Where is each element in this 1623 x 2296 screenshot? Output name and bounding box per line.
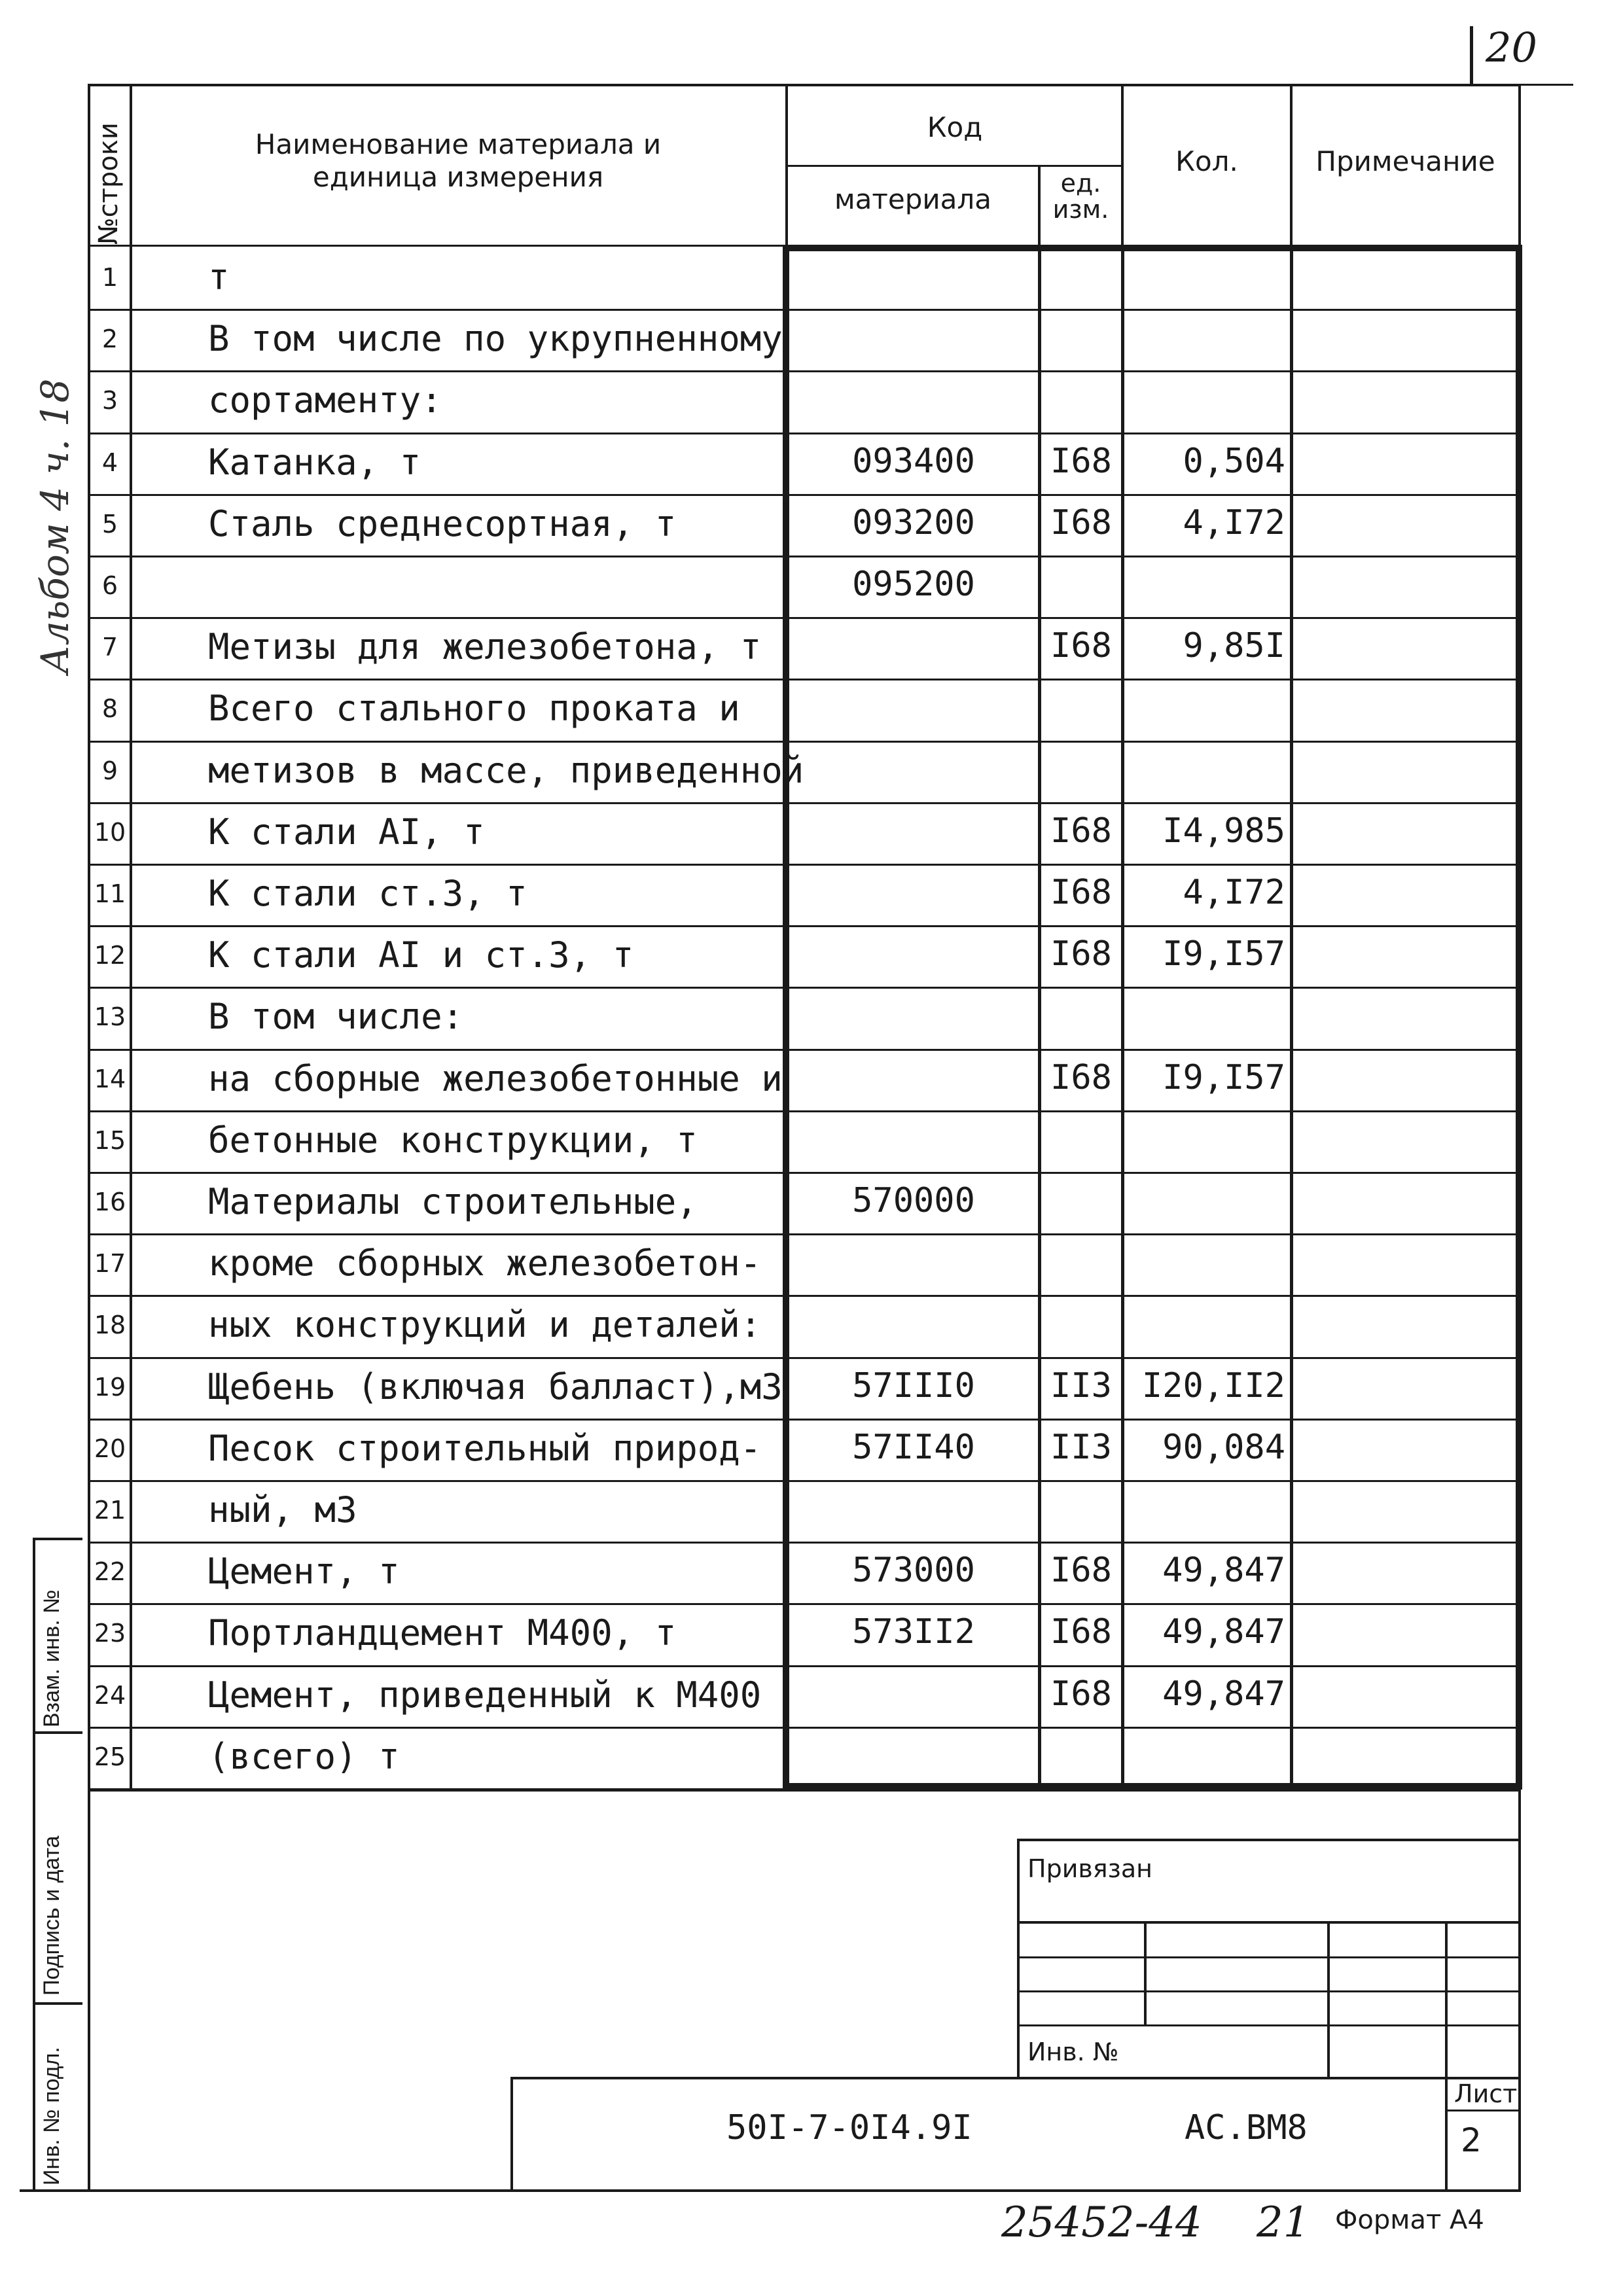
row-divider	[88, 864, 785, 866]
side-field-original: Инв. № подл.	[39, 2047, 64, 2185]
row-divider	[88, 433, 785, 434]
row-divider	[88, 1542, 785, 1544]
row-unit: I68	[1050, 1551, 1112, 1590]
stamp-doc-mark: АС.ВМ8	[1185, 2108, 1308, 2147]
row-number: 22	[94, 1557, 126, 1586]
row-name: Портландцемент М400, т	[208, 1612, 677, 1653]
row-name: К стали АI и ст.3, т	[208, 934, 634, 976]
stamp-inv-no: Инв. №	[1027, 2038, 1119, 2066]
row-divider	[789, 1110, 1516, 1112]
row-unit: I68	[1050, 626, 1112, 665]
row-divider	[88, 1357, 785, 1359]
row-name: Щебень (включая балласт),м3	[208, 1366, 783, 1407]
row-qty: 0,504	[1183, 442, 1285, 481]
row-number: 12	[94, 941, 126, 970]
row-number: 18	[94, 1311, 126, 1339]
row-number: 8	[101, 694, 118, 723]
row-qty: 49,847	[1162, 1674, 1285, 1714]
side-field-replacement: Взам. инв. №	[39, 1589, 64, 1727]
header-material: материала	[834, 183, 991, 215]
header-row-number: №строки	[94, 122, 124, 245]
row-number: 14	[94, 1065, 126, 1093]
header-note: Примечание	[1315, 145, 1495, 177]
row-divider	[789, 864, 1516, 866]
row-name: Песок строительный природ-	[208, 1428, 762, 1469]
header-unit: ед. изм.	[1052, 169, 1109, 224]
row-name: Всего стального проката и	[208, 688, 740, 729]
row-name: т	[208, 256, 230, 298]
footer-order-no: 25452-44	[1001, 2199, 1202, 2247]
row-divider	[789, 1049, 1516, 1051]
row-divider	[789, 1233, 1516, 1235]
row-divider	[789, 1603, 1516, 1605]
row-qty: I9,I57	[1162, 1058, 1285, 1097]
row-qty: I20,II2	[1141, 1366, 1285, 1405]
row-number: 9	[101, 756, 118, 785]
row-divider	[88, 1419, 785, 1421]
row-name: Материалы строительные,	[208, 1181, 698, 1222]
row-divider	[789, 1419, 1516, 1421]
row-number: 5	[101, 510, 118, 539]
row-name: кроме сборных железобетон-	[208, 1243, 762, 1284]
row-code: 570000	[852, 1181, 975, 1220]
header-code: Код	[927, 111, 983, 143]
footer-order-sub: 21	[1257, 2199, 1310, 2247]
row-code: 093200	[852, 503, 975, 542]
row-divider	[88, 1788, 785, 1790]
row-code: 57III0	[852, 1366, 975, 1405]
row-name: (всего) т	[208, 1736, 400, 1777]
row-divider	[789, 370, 1516, 372]
row-divider	[88, 1665, 785, 1667]
row-divider	[789, 1295, 1516, 1297]
row-divider	[789, 987, 1516, 989]
row-qty: 49,847	[1162, 1551, 1285, 1590]
header-name: Наименование материала и единица измерения	[255, 128, 662, 193]
row-number: 10	[94, 818, 126, 847]
row-unit: I68	[1050, 442, 1112, 481]
header-qty: Кол.	[1175, 145, 1238, 177]
row-qty: I4,985	[1162, 811, 1285, 851]
row-number: 25	[94, 1742, 126, 1771]
row-name: ных конструкций и деталей:	[208, 1304, 762, 1345]
row-code: 573II2	[852, 1612, 975, 1651]
row-number: 16	[94, 1188, 126, 1216]
row-name: В том числе по укрупненному	[208, 318, 783, 359]
row-divider	[789, 1357, 1516, 1359]
stamp-privyazan: Привязан	[1027, 1854, 1152, 1883]
stamp-sheet-no: 2	[1461, 2121, 1482, 2159]
row-divider	[789, 1665, 1516, 1667]
row-number: 13	[94, 1002, 126, 1031]
stamp-doc-code: 50I-7-0I4.9I	[726, 2108, 972, 2147]
row-unit: I68	[1050, 1058, 1112, 1097]
row-divider	[789, 802, 1516, 804]
row-number: 1	[101, 263, 118, 292]
row-qty: 9,85I	[1183, 626, 1285, 665]
row-number: 6	[101, 571, 118, 600]
row-code: 093400	[852, 442, 975, 481]
row-divider	[88, 802, 785, 804]
row-name: Катанка, т	[208, 442, 421, 483]
row-name: В том числе:	[208, 996, 464, 1037]
row-name: Сталь среднесортная, т	[208, 503, 677, 544]
row-divider	[789, 309, 1516, 311]
side-field-signature: Подпись и дата	[39, 1835, 64, 1996]
row-qty: I9,I57	[1162, 934, 1285, 974]
row-name: ный, м3	[208, 1489, 357, 1530]
row-divider	[789, 1172, 1516, 1174]
side-stamp	[20, 1538, 82, 2192]
row-divider	[88, 1233, 785, 1235]
row-name: К стали АI, т	[208, 811, 485, 853]
row-name: Метизы для железобетона, т	[208, 626, 762, 667]
row-number: 24	[94, 1681, 126, 1710]
row-name: сортаменту:	[208, 380, 442, 421]
row-number: 19	[94, 1373, 126, 1402]
album-note: Альбом 4 ч. 18	[33, 378, 77, 674]
row-divider	[88, 556, 785, 557]
row-divider	[88, 617, 785, 619]
row-unit: II3	[1050, 1428, 1112, 1467]
row-divider	[88, 987, 785, 989]
row-name: на сборные железобетонные и	[208, 1058, 783, 1099]
row-number: 4	[101, 448, 118, 477]
row-divider	[88, 370, 785, 372]
row-number: 20	[94, 1434, 126, 1463]
row-divider	[789, 679, 1516, 680]
row-divider	[789, 617, 1516, 619]
row-divider	[789, 1480, 1516, 1482]
row-divider	[88, 1603, 785, 1605]
row-divider	[789, 556, 1516, 557]
row-qty: 90,084	[1162, 1428, 1285, 1467]
row-divider	[88, 1172, 785, 1174]
row-divider	[88, 925, 785, 927]
footer-format: Формат А4	[1335, 2205, 1484, 2235]
row-qty: 49,847	[1162, 1612, 1285, 1651]
row-number: 2	[101, 325, 118, 353]
row-number: 3	[101, 386, 118, 415]
row-divider	[789, 494, 1516, 496]
row-divider	[88, 494, 785, 496]
row-qty: 4,I72	[1183, 873, 1285, 912]
row-unit: I68	[1050, 1612, 1112, 1651]
row-divider	[88, 1480, 785, 1482]
row-number: 7	[101, 633, 118, 662]
row-name: Цемент, приведенный к М400	[208, 1674, 762, 1716]
row-number: 15	[94, 1126, 126, 1155]
row-name: К стали ст.3, т	[208, 873, 527, 914]
row-divider	[789, 1542, 1516, 1544]
row-qty: 4,I72	[1183, 503, 1285, 542]
row-divider	[88, 1110, 785, 1112]
row-name: бетонные конструкции, т	[208, 1120, 698, 1161]
row-unit: I68	[1050, 934, 1112, 974]
row-divider	[789, 433, 1516, 434]
row-code: 573000	[852, 1551, 975, 1590]
row-divider	[789, 741, 1516, 743]
row-divider	[789, 925, 1516, 927]
row-unit: I68	[1050, 873, 1112, 912]
row-unit: II3	[1050, 1366, 1112, 1405]
title-block	[510, 1839, 1521, 2192]
row-divider	[88, 1727, 785, 1729]
row-number: 21	[94, 1496, 126, 1525]
row-divider	[789, 1727, 1516, 1729]
row-unit: I68	[1050, 811, 1112, 851]
row-number: 17	[94, 1249, 126, 1278]
stamp-sheet-label: Лист	[1454, 2079, 1518, 2108]
row-number: 11	[94, 879, 126, 908]
row-unit: I68	[1050, 503, 1112, 542]
row-divider	[88, 309, 785, 311]
row-unit: I68	[1050, 1674, 1112, 1714]
row-name: Цемент, т	[208, 1551, 400, 1592]
row-name: метизов в массе, приведенной	[208, 750, 804, 791]
row-divider	[88, 741, 785, 743]
page-number: 20	[1486, 24, 1537, 71]
row-divider	[88, 1295, 785, 1297]
row-number: 23	[94, 1619, 126, 1648]
row-code: 095200	[852, 565, 975, 604]
row-divider	[88, 679, 785, 680]
row-code: 57II40	[852, 1428, 975, 1467]
row-divider	[88, 1049, 785, 1051]
